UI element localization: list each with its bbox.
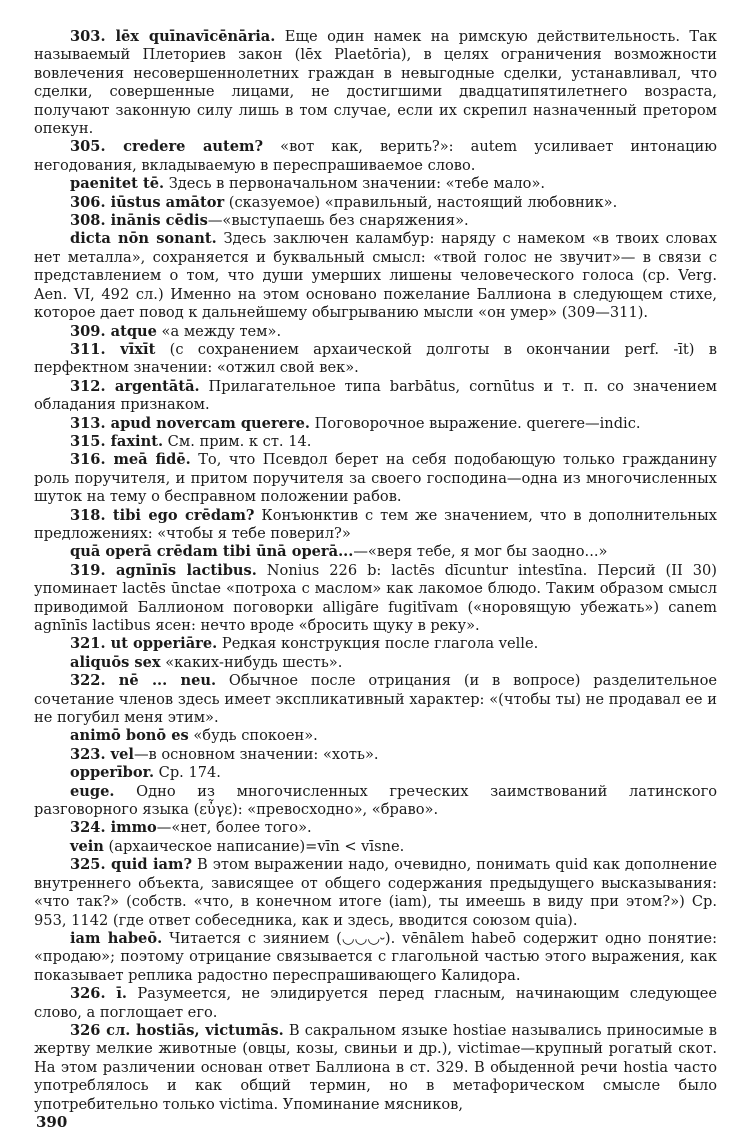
note-text: (архаическое написание)=vīn < vīsne.: [103, 837, 405, 855]
note-entry: [34, 323, 717, 341]
note-entry: [34, 654, 717, 672]
note-text: Обычное после отрицания (и в вопросе) разделительное сочетание членов здесь имеет экспликативный характер: «(чтобы ты) не продавал ее и не погубил меня этим».: [34, 672, 717, 727]
note-lemma: 322. nē ... neu.: [70, 672, 217, 690]
note-text: —«выступаешь без снаряжения».: [207, 212, 469, 230]
note-text: Здесь заключен каламбур: наряду с намеком «в твоих словах нет металла», сохраняется и буквальный смысл: «твой голос не звучит»— в связи с представлением о том, что души умерших лишены человеческого голоса (ср. Verg. Aen. VI, 492 сл.) Именно на этом основано пожелание Баллиона в следующем стихе, которое дает повод к дальнейшему обыгрыванию мысли «он умер» (309—311).: [34, 230, 717, 322]
note-entry: [34, 764, 717, 782]
note-text: Разумеется, не элидируется перед гласным, начинающим следующее слово, а поглощает его.: [34, 985, 717, 1021]
note-lemma: animō bonō es: [70, 727, 189, 745]
note-lemma: 319. agnīnīs lactibus.: [70, 561, 257, 579]
note-text: В сакральном языке hostiae назывались приносимые в жертву мелкие животные (овцы, козы, свиньи и др.), victimae—крупный рогатый скот. На этом различении основан ответ Баллиона в ст. 329. В обыденной речи hostia часто употреблялось и как общий термин, но в метафорическом смысле было употребительно только victima. Упоминание мясников,: [34, 1021, 717, 1113]
note-entry: [34, 783, 717, 820]
note-entry: [34, 746, 717, 764]
note-text: То, что Псевдол берет на себя подобающую только гражданину роль поручителя, и притом поручителя за своего господина—одна из многочисленных шуток на тему о бесправном положении рабов.: [34, 451, 717, 506]
note-text: Прилагательное типа barbātus, cornūtus и т. п. со значением обладания признаком.: [34, 377, 717, 414]
note-text: Ср. 174.: [154, 764, 221, 782]
note-text: В этом выражении надо, очевидно, понимать quid как дополнение внутреннего объекта, зависящее от общего содержания предыдущего высказывания: «что так?» (собств. «что, в конечном итоге (iam), ты имеешь в виду при этом?») Ср. 953, 1142 (где ответ собеседника, как и здесь, вводится союзом quia).: [34, 856, 717, 929]
note-text: (сказуемое) «правильный, настоящий любовник».: [224, 193, 618, 211]
note-entry: [34, 230, 717, 322]
note-entry: [34, 985, 717, 1022]
note-lemma: iam habeō.: [70, 929, 163, 947]
note-lemma: euge.: [70, 782, 115, 800]
note-lemma: vein: [70, 837, 104, 855]
page-number: 390: [36, 1113, 68, 1131]
note-entry: [34, 930, 717, 985]
note-entry: [34, 1022, 717, 1114]
note-lemma: dicta nōn sonant.: [70, 230, 217, 248]
note-entry: [34, 194, 717, 212]
note-text: См. прим. к ст. 14.: [163, 432, 312, 450]
page-text: [34, 28, 717, 1114]
note-entry: [34, 175, 717, 193]
note-lemma: 313. apud novercam querere.: [70, 414, 310, 432]
note-entry: [34, 507, 717, 544]
note-lemma: 321. ut opperiāre.: [70, 635, 218, 653]
note-entry: [34, 856, 717, 930]
note-text: «каких-нибудь шесть».: [160, 653, 343, 671]
note-lemma: 316. meā fidē.: [70, 451, 191, 469]
note-lemma: 306. iūstus amātor: [70, 193, 225, 211]
note-entry: [34, 378, 717, 415]
note-text: Nonius 226 b: lactēs dīcuntur intestīna. Персий (II 30) упоминает lactēs ūnctae «потроха с маслом» как лакомое блюдо. Таким образом смысл приводимой Баллионом поговорки alligāre fugitīvam («норовящую убежать») canem agnīnīs lactibus ясен: нечто вроде «бросить щуку в реку».: [34, 561, 717, 634]
note-text: Редкая конструкция после глагола velle.: [217, 635, 539, 653]
note-lemma: quā operā crēdam tibi ūnā operā...: [70, 543, 354, 561]
note-entry: [34, 672, 717, 727]
note-lemma: 315. faxint.: [70, 432, 164, 450]
note-text: Еще один намек на римскую действительность. Так называемый Плеториев закон (lēx Plaetōria), в целях ограничения возможности вовлечения несовершеннолетних граждан в невыгодные сделки, устанавливал, что сделки, совершенные лицами, не достигшими двадцатипятилетнего возраста, получают законную силу лишь в том случае, если их скрепил назначенный претором опекун.: [34, 28, 717, 138]
note-entry: [34, 838, 717, 856]
note-lemma: 309. atque: [70, 322, 157, 340]
note-entry: [34, 451, 717, 506]
note-lemma: 318. tibi ego crēdam?: [70, 506, 255, 524]
note-lemma: 305. credere autem?: [70, 138, 264, 156]
note-text: —«веря тебе, я мог бы заодно...»: [353, 543, 608, 561]
note-entry: [34, 819, 717, 837]
note-entry: [34, 415, 717, 433]
note-lemma: 311. vīxīt: [70, 340, 156, 358]
note-entry: [34, 341, 717, 378]
note-text: Конъюнктив с тем же значением, что в дополнительных предложениях: «чтобы я тебе поверил?»: [34, 506, 717, 542]
note-entry: [34, 212, 717, 230]
note-entry: [34, 727, 717, 745]
note-lemma: 308. inānis cēdis: [70, 212, 208, 230]
note-text: Читается с зиянием (◡◡◡⏑). vēnālem habeō содержит одно понятие: «продаю»; поэтому отрицание связывается с глагольной частью этого выражения, как показывает реплика радостно переспрашивающего Калидора.: [34, 929, 717, 984]
note-text: Одно из многочисленных греческих заимствований латинского разговорного языка (εὖγε): «превосходно», «браво».: [34, 782, 717, 819]
note-lemma: 323. vel: [70, 745, 134, 763]
note-lemma: opperībor.: [70, 764, 155, 782]
note-entry: [34, 28, 717, 138]
note-text: «будь спокоен».: [188, 727, 318, 745]
note-lemma: 312. argentātā.: [70, 377, 200, 395]
note-text: Поговорочное выражение. querere—indic.: [309, 414, 641, 432]
note-entry: [34, 635, 717, 653]
note-text: Здесь в первоначальном значении: «тебе мало».: [164, 175, 546, 193]
note-entry: [34, 433, 717, 451]
note-text: (с сохранением архаической долготы в окончании perf. -īt) в перфектном значении: «отжил свой век».: [34, 340, 717, 377]
note-entry: [34, 138, 717, 175]
note-lemma: 326. ī.: [70, 985, 127, 1003]
note-lemma: 325. quid iam?: [70, 856, 192, 874]
note-lemma: paenitet tē.: [70, 175, 165, 193]
note-text: «вот как, верить?»: autem усиливает интонацию негодования, вкладываемую в переспрашиваемое слово.: [34, 138, 717, 174]
note-lemma: 324. immo: [70, 819, 157, 837]
note-text: —«нет, более того».: [156, 819, 312, 837]
note-entry: [34, 562, 717, 636]
note-entry: [34, 543, 717, 561]
note-lemma: aliquōs sex: [70, 653, 161, 671]
note-text: —в основном значении: «хоть».: [133, 745, 379, 763]
note-lemma: 326 сл. hostiās, victumās.: [70, 1021, 284, 1039]
note-text: «а между тем».: [156, 322, 282, 340]
note-lemma: 303. lēx quīnavīcēnāria.: [70, 28, 276, 45]
